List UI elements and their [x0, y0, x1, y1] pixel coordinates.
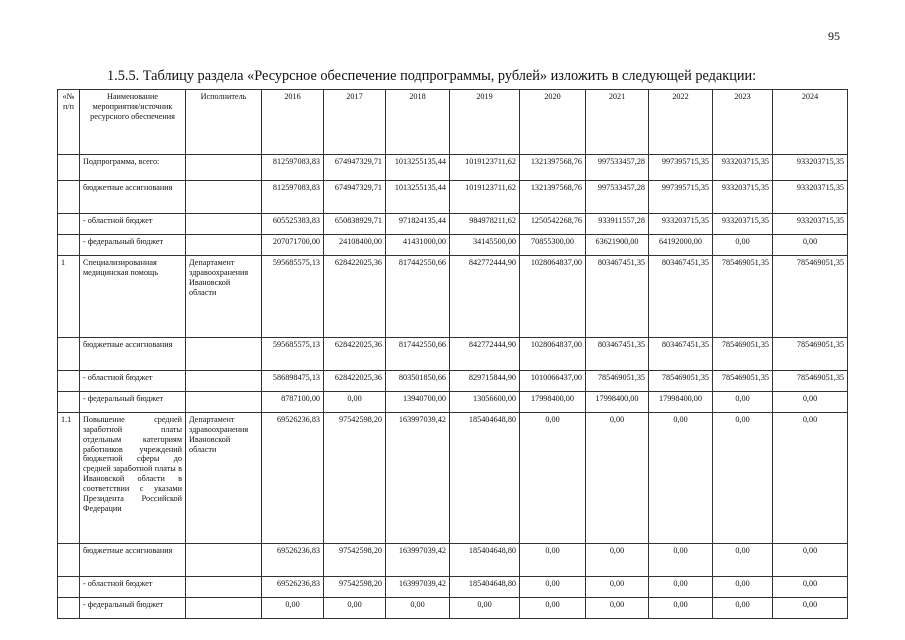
value-cell: 97542598,20	[324, 577, 386, 598]
section-heading: 1.5.5. Таблицу раздела «Ресурсное обеспечение подпрограммы, рублей» изложить в следующей редакции:	[107, 68, 757, 84]
row-number-cell	[58, 235, 80, 256]
value-cell: 185404648,80	[450, 544, 520, 577]
table-row	[58, 256, 848, 338]
value-cell: 0,00	[649, 577, 713, 598]
value-cell: 933203715,35	[713, 214, 773, 235]
value-cell: 933911557,28	[586, 214, 649, 235]
row-name-cell: - областной бюджет	[80, 577, 186, 598]
value-cell: 24108400,00	[324, 235, 386, 256]
value-cell: 0,00	[773, 235, 848, 256]
value-cell: 817442550,66	[386, 256, 450, 338]
value-cell: 0,00	[773, 413, 848, 544]
executor-cell: Департамент здравоохранения Ивановской области	[186, 413, 262, 544]
value-cell: 41431000,00	[386, 235, 450, 256]
value-cell: 1013255135,44	[386, 181, 450, 214]
column-header: 2023	[713, 90, 773, 155]
value-cell: 0,00	[324, 392, 386, 413]
executor-cell	[186, 155, 262, 181]
value-cell: 933203715,35	[773, 214, 848, 235]
page-number: 95	[828, 29, 840, 43]
row-number-cell	[58, 598, 80, 619]
column-header: 2018	[386, 90, 450, 155]
row-name-cell: бюджетные ассигнования	[80, 338, 186, 371]
resource-table	[57, 89, 848, 619]
value-cell: 0,00	[586, 544, 649, 577]
value-cell: 17998400,00	[649, 392, 713, 413]
row-number-cell	[58, 371, 80, 392]
value-cell: 69526236,83	[262, 544, 324, 577]
column-header: 2024	[773, 90, 848, 155]
value-cell: 13056600,00	[450, 392, 520, 413]
value-cell: 803467451,35	[586, 338, 649, 371]
executor-cell	[186, 181, 262, 214]
table-row	[58, 181, 848, 214]
value-cell: 185404648,80	[450, 577, 520, 598]
value-cell: 817442550,66	[386, 338, 450, 371]
table-row	[58, 338, 848, 371]
value-cell: 69526236,83	[262, 577, 324, 598]
row-number-cell	[58, 181, 80, 214]
executor-cell	[186, 544, 262, 577]
row-number-cell	[58, 155, 80, 181]
value-cell: 1010066437,00	[520, 371, 586, 392]
value-cell: 997533457,28	[586, 155, 649, 181]
table-row	[58, 544, 848, 577]
column-header: «№ п/п	[58, 90, 80, 155]
value-cell: 17998400,00	[520, 392, 586, 413]
value-cell: 0,00	[586, 598, 649, 619]
column-header: 2021	[586, 90, 649, 155]
value-cell: 997395715,35	[649, 181, 713, 214]
row-name-cell: - областной бюджет	[80, 214, 186, 235]
value-cell: 34145500,00	[450, 235, 520, 256]
value-cell: 1321397568,76	[520, 155, 586, 181]
row-number-cell	[58, 392, 80, 413]
row-number-cell	[58, 577, 80, 598]
executor-cell	[186, 392, 262, 413]
executor-cell	[186, 598, 262, 619]
value-cell: 0,00	[713, 577, 773, 598]
value-cell: 0,00	[520, 598, 586, 619]
value-cell: 1321397568,76	[520, 181, 586, 214]
table-row	[58, 413, 848, 544]
value-cell: 803501850,66	[386, 371, 450, 392]
value-cell: 0,00	[649, 413, 713, 544]
value-cell: 1028064837,00	[520, 256, 586, 338]
value-cell: 0,00	[773, 598, 848, 619]
value-cell: 63621900,00	[586, 235, 649, 256]
row-name-cell: Повышение средней заработной платы отдельным категориям работников учреждений бюджетной сферы до средней заработной платы в Ивановской области в соответствии с указами Президента Российской Федерации	[80, 413, 186, 544]
value-cell: 933203715,35	[649, 214, 713, 235]
value-cell: 674947329,71	[324, 181, 386, 214]
column-header: Исполнитель	[186, 90, 262, 155]
value-cell: 0,00	[713, 392, 773, 413]
value-cell: 842772444,90	[450, 338, 520, 371]
table-row	[58, 392, 848, 413]
value-cell: 1028064837,00	[520, 338, 586, 371]
value-cell: 933203715,35	[773, 155, 848, 181]
value-cell: 785469051,35	[649, 371, 713, 392]
executor-cell	[186, 577, 262, 598]
value-cell: 997533457,28	[586, 181, 649, 214]
value-cell: 97542598,20	[324, 544, 386, 577]
value-cell: 803467451,35	[649, 256, 713, 338]
row-number-cell: 1.1	[58, 413, 80, 544]
table-row	[58, 598, 848, 619]
value-cell: 0,00	[713, 235, 773, 256]
table-header-row	[58, 90, 848, 155]
value-cell: 586898475,13	[262, 371, 324, 392]
value-cell: 185404648,80	[450, 413, 520, 544]
value-cell: 13940700,00	[386, 392, 450, 413]
value-cell: 812597083,83	[262, 155, 324, 181]
value-cell: 0,00	[386, 598, 450, 619]
value-cell: 812597083,83	[262, 181, 324, 214]
value-cell: 785469051,35	[713, 338, 773, 371]
value-cell: 97542598,20	[324, 413, 386, 544]
executor-cell	[186, 338, 262, 371]
value-cell: 933203715,35	[773, 181, 848, 214]
value-cell: 1019123711,62	[450, 181, 520, 214]
value-cell: 0,00	[649, 598, 713, 619]
row-name-cell: бюджетные ассигнования	[80, 544, 186, 577]
value-cell: 17998400,00	[586, 392, 649, 413]
value-cell: 785469051,35	[773, 371, 848, 392]
row-number-cell	[58, 338, 80, 371]
value-cell: 64192000,00	[649, 235, 713, 256]
executor-cell	[186, 371, 262, 392]
table-row	[58, 155, 848, 181]
table-row	[58, 371, 848, 392]
value-cell: 595685575,13	[262, 256, 324, 338]
row-name-cell: бюджетные ассигнования	[80, 181, 186, 214]
table-row	[58, 235, 848, 256]
row-number-cell	[58, 544, 80, 577]
value-cell: 628422025,36	[324, 371, 386, 392]
executor-cell: Департамент здравоохранения Ивановской области	[186, 256, 262, 338]
column-header: 2022	[649, 90, 713, 155]
value-cell: 0,00	[713, 598, 773, 619]
executor-cell	[186, 214, 262, 235]
value-cell: 785469051,35	[713, 256, 773, 338]
value-cell: 0,00	[773, 577, 848, 598]
value-cell: 0,00	[649, 544, 713, 577]
value-cell: 650838929,71	[324, 214, 386, 235]
value-cell: 829715844,90	[450, 371, 520, 392]
row-name-cell: Подпрограмма, всего:	[80, 155, 186, 181]
value-cell: 971824135,44	[386, 214, 450, 235]
row-name-cell: - федеральный бюджет	[80, 392, 186, 413]
value-cell: 785469051,35	[713, 371, 773, 392]
value-cell: 785469051,35	[773, 256, 848, 338]
value-cell: 674947329,71	[324, 155, 386, 181]
row-name-cell: Специализированная медицинская помощь	[80, 256, 186, 338]
value-cell: 207071700,00	[262, 235, 324, 256]
value-cell: 163997039,42	[386, 413, 450, 544]
value-cell: 803467451,35	[586, 256, 649, 338]
value-cell: 0,00	[586, 413, 649, 544]
column-header: 2020	[520, 90, 586, 155]
value-cell: 628422025,36	[324, 256, 386, 338]
value-cell: 69526236,83	[262, 413, 324, 544]
value-cell: 1019123711,62	[450, 155, 520, 181]
column-header: 2016	[262, 90, 324, 155]
value-cell: 163997039,42	[386, 544, 450, 577]
value-cell: 0,00	[262, 598, 324, 619]
table-row	[58, 214, 848, 235]
row-number-cell: 1	[58, 256, 80, 338]
value-cell: 163997039,42	[386, 577, 450, 598]
row-name-cell: - областной бюджет	[80, 371, 186, 392]
executor-cell	[186, 235, 262, 256]
value-cell: 933203715,35	[713, 155, 773, 181]
value-cell: 0,00	[773, 544, 848, 577]
value-cell: 984978211,62	[450, 214, 520, 235]
value-cell: 595685575,13	[262, 338, 324, 371]
row-name-cell: - федеральный бюджет	[80, 235, 186, 256]
value-cell: 1013255135,44	[386, 155, 450, 181]
value-cell: 842772444,90	[450, 256, 520, 338]
value-cell: 0,00	[520, 577, 586, 598]
value-cell: 8787100,00	[262, 392, 324, 413]
row-number-cell	[58, 214, 80, 235]
value-cell: 0,00	[713, 413, 773, 544]
value-cell: 0,00	[773, 392, 848, 413]
value-cell: 70855300,00	[520, 235, 586, 256]
value-cell: 785469051,35	[586, 371, 649, 392]
row-name-cell: - федеральный бюджет	[80, 598, 186, 619]
value-cell: 803467451,35	[649, 338, 713, 371]
value-cell: 605525383,83	[262, 214, 324, 235]
value-cell: 0,00	[520, 413, 586, 544]
table-row	[58, 577, 848, 598]
column-header: 2017	[324, 90, 386, 155]
value-cell: 0,00	[586, 577, 649, 598]
column-header: Наименование мероприятия/источник ресурсного обеспечения	[80, 90, 186, 155]
value-cell: 933203715,35	[713, 181, 773, 214]
value-cell: 0,00	[520, 544, 586, 577]
column-header: 2019	[450, 90, 520, 155]
value-cell: 0,00	[324, 598, 386, 619]
value-cell: 997395715,35	[649, 155, 713, 181]
value-cell: 1250542268,76	[520, 214, 586, 235]
value-cell: 628422025,36	[324, 338, 386, 371]
value-cell: 0,00	[713, 544, 773, 577]
value-cell: 0,00	[450, 598, 520, 619]
value-cell: 785469051,35	[773, 338, 848, 371]
